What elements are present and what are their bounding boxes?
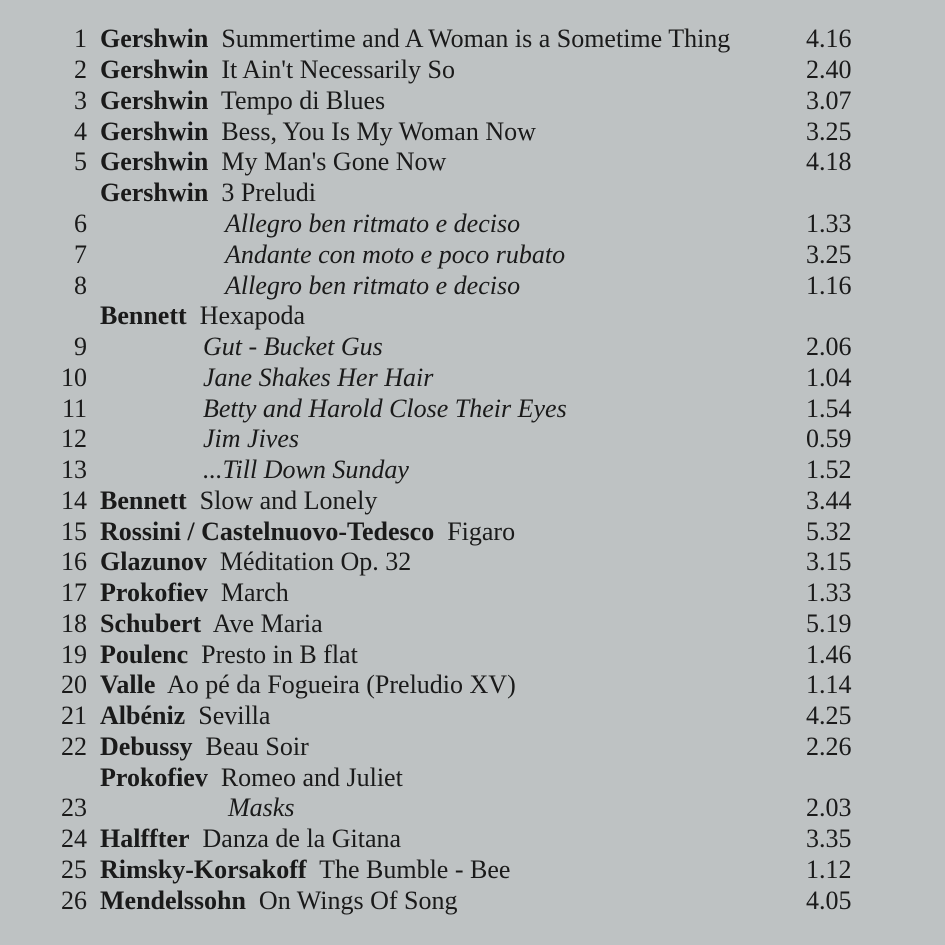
track-main (100, 885, 457, 916)
track-main (100, 577, 289, 608)
track-main (100, 85, 385, 116)
movement-row (0, 454, 945, 485)
track-number: 23 (61, 793, 87, 822)
track-title: Summertime and A Woman is a Sometime Thing (221, 24, 731, 53)
composer-name: Valle (100, 670, 156, 699)
composer-name: Gershwin (100, 117, 209, 146)
track-duration: 3.25 (806, 117, 852, 146)
track-duration: 1.54 (806, 394, 852, 423)
track-duration: 1.16 (806, 271, 852, 300)
composer-name: Gershwin (100, 178, 209, 207)
movement-row (0, 270, 945, 301)
work-title: Hexapoda (199, 301, 306, 330)
composer-name: Prokofiev (100, 578, 208, 607)
track-row (0, 546, 945, 577)
movement-row (0, 362, 945, 393)
track-row (0, 116, 945, 147)
track-duration: 3.35 (806, 824, 852, 853)
track-main (100, 485, 377, 516)
track-main (100, 731, 309, 762)
track-duration: 4.16 (806, 24, 852, 53)
track-duration: 3.25 (806, 240, 852, 269)
track-row (0, 608, 945, 639)
track-title: Ave Maria (212, 609, 323, 638)
composer-name: Bennett (100, 301, 187, 330)
movement-title: Jim Jives (203, 424, 300, 453)
track-main (100, 823, 401, 854)
track-duration: 3.15 (806, 547, 852, 576)
composer-name: Glazunov (100, 547, 207, 576)
track-main (100, 54, 455, 85)
track-number: 9 (74, 332, 87, 361)
track-row (0, 485, 945, 516)
track-duration: 1.14 (806, 670, 852, 699)
track-number: 10 (61, 363, 87, 392)
track-number: 16 (61, 547, 87, 576)
track-duration: 1.12 (806, 855, 852, 884)
track-main (100, 546, 411, 577)
track-title: March (220, 578, 289, 607)
composer-name: Gershwin (100, 24, 209, 53)
track-row (0, 146, 945, 177)
track-row (0, 854, 945, 885)
track-title: Sevilla (198, 701, 271, 730)
track-number: 15 (61, 517, 87, 546)
movement-row (0, 239, 945, 270)
track-row (0, 54, 945, 85)
composer-name: Gershwin (100, 55, 209, 84)
composer-name: Schubert (100, 609, 202, 638)
track-duration: 1.52 (806, 455, 852, 484)
track-number: 20 (61, 670, 87, 699)
track-row (0, 23, 945, 54)
composer-name: Poulenc (100, 640, 189, 669)
track-number: 22 (61, 732, 87, 761)
work-heading-row (0, 762, 945, 793)
movement-title: ...Till Down Sunday (203, 455, 409, 484)
composer-name: Rossini / Castelnuovo-Tedesco (100, 517, 435, 546)
track-number: 11 (61, 394, 87, 423)
track-duration: 1.46 (806, 640, 852, 669)
movement-row (0, 393, 945, 424)
track-duration: 4.18 (806, 147, 852, 176)
track-title: On Wings Of Song (258, 886, 458, 915)
track-main (100, 146, 446, 177)
track-number: 25 (61, 855, 87, 884)
track-duration: 2.26 (806, 732, 852, 761)
movement-title: Andante con moto e poco rubato (225, 240, 566, 269)
track-title: Beau Soir (205, 732, 309, 761)
track-number: 6 (74, 209, 87, 238)
track-title: Figaro (447, 517, 516, 546)
track-duration: 5.19 (806, 609, 852, 638)
movement-title: Allegro ben ritmato e deciso (225, 209, 521, 238)
track-number: 24 (61, 824, 87, 853)
work-heading-row (0, 177, 945, 208)
composer-name: Gershwin (100, 86, 209, 115)
track-row (0, 823, 945, 854)
track-number: 19 (61, 640, 87, 669)
composer-name: Bennett (100, 486, 187, 515)
movement-row (0, 331, 945, 362)
track-row (0, 885, 945, 916)
track-title: Slow and Lonely (199, 486, 378, 515)
composer-name: Halffter (100, 824, 190, 853)
track-number: 4 (74, 117, 87, 146)
track-main (100, 608, 323, 639)
track-duration: 2.40 (806, 55, 852, 84)
movement-title: Jane Shakes Her Hair (203, 363, 434, 392)
track-main (100, 700, 270, 731)
track-main (100, 516, 515, 547)
movement-title: Gut - Bucket Gus (203, 332, 383, 361)
track-row (0, 577, 945, 608)
track-number: 1 (74, 24, 87, 53)
track-duration: 4.25 (806, 701, 852, 730)
work-heading-row (0, 300, 945, 331)
track-row (0, 516, 945, 547)
track-number: 3 (74, 86, 87, 115)
track-number: 14 (61, 486, 87, 515)
track-main (100, 854, 510, 885)
composer-name: Prokofiev (100, 763, 208, 792)
track-main (100, 23, 730, 54)
track-title: It Ain't Necessarily So (221, 55, 455, 84)
track-row (0, 85, 945, 116)
track-row (0, 639, 945, 670)
track-number: 8 (74, 271, 87, 300)
composer-name: Albéniz (100, 701, 186, 730)
track-number: 17 (61, 578, 87, 607)
track-row (0, 669, 945, 700)
work-heading (100, 177, 316, 208)
composer-name: Gershwin (100, 147, 209, 176)
track-title: Méditation Op. 32 (219, 547, 412, 576)
track-number: 7 (74, 240, 87, 269)
track-duration: 0.59 (806, 424, 852, 453)
track-title: Bess, You Is My Woman Now (221, 117, 536, 146)
track-number: 21 (61, 701, 87, 730)
track-duration: 1.33 (806, 578, 852, 607)
composer-name: Rimsky-Korsakoff (100, 855, 307, 884)
movement-row (0, 208, 945, 239)
track-title: Ao pé da Fogueira (Preludio XV) (166, 670, 516, 699)
track-duration: 3.07 (806, 86, 852, 115)
movement-title: Allegro ben ritmato e deciso (225, 271, 521, 300)
track-main (100, 116, 536, 147)
track-main (100, 669, 516, 700)
track-number: 26 (61, 886, 87, 915)
movement-row (0, 423, 945, 454)
work-title: 3 Preludi (221, 178, 316, 207)
track-title: Tempo di Blues (220, 86, 386, 115)
track-duration: 1.04 (806, 363, 852, 392)
work-heading (100, 762, 403, 793)
movement-title: Betty and Harold Close Their Eyes (203, 394, 567, 423)
track-title: Danza de la Gitana (202, 824, 402, 853)
track-duration: 5.32 (806, 517, 852, 546)
track-duration: 2.06 (806, 332, 852, 361)
movement-title: Masks (228, 793, 295, 822)
track-title: The Bumble - Bee (319, 855, 511, 884)
movement-row (0, 792, 945, 823)
track-title: My Man's Gone Now (221, 147, 447, 176)
track-number: 2 (74, 55, 87, 84)
track-duration: 4.05 (806, 886, 852, 915)
work-title: Romeo and Juliet (220, 763, 403, 792)
composer-name: Debussy (100, 732, 193, 761)
track-title: Presto in B flat (201, 640, 358, 669)
track-number: 18 (61, 609, 87, 638)
composer-name: Mendelssohn (100, 886, 246, 915)
track-duration: 3.44 (806, 486, 852, 515)
track-row (0, 731, 945, 762)
track-number: 13 (61, 455, 87, 484)
track-duration: 1.33 (806, 209, 852, 238)
track-number: 12 (61, 424, 87, 453)
track-main (100, 639, 358, 670)
track-duration: 2.03 (806, 793, 852, 822)
track-number: 5 (74, 147, 87, 176)
track-row (0, 700, 945, 731)
work-heading (100, 300, 305, 331)
